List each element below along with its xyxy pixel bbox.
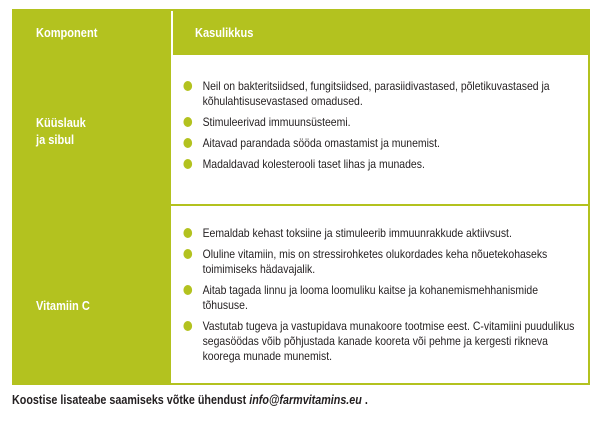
- benefit-item: [173, 157, 585, 172]
- benefit-item: [173, 79, 585, 109]
- footer-text: Koostise lisateabe saamiseks võtke ühendust: [12, 393, 247, 407]
- benefit-item: [173, 226, 585, 241]
- component-name-line: Küüslauk: [36, 115, 86, 130]
- benefit-cell: [173, 55, 588, 204]
- benefit-text: Aitab tagada linnu ja looma loomuliku kaitse ja kohanemismehhanismide tõhususe.: [202, 283, 539, 312]
- benefit-list: [173, 226, 588, 370]
- benefit-item: [173, 319, 585, 364]
- bullet-icon: [183, 81, 192, 91]
- benefit-text: Vastutab tugeva ja vastupidava munakoore tootmise eest. C-vitamiini puudulikus segasöödas võib põhjustada kanade kooreta või pehme ja kergesti rikneva koorega munade munemist.: [202, 319, 575, 363]
- benefit-text: Aitavad parandada sööda omastamist ja munemist.: [202, 136, 440, 150]
- bullet-icon: [183, 285, 192, 295]
- benefit-text: Madaldavad kolesterooli taset lihas ja munades.: [202, 157, 425, 171]
- benefit-item: [173, 283, 585, 313]
- contact-email-link[interactable]: info@farmvitamins.eu: [249, 393, 362, 407]
- component-name: [36, 297, 90, 314]
- bullet-icon: [183, 117, 192, 127]
- component-cell: [14, 206, 171, 383]
- benefit-text: Oluline vitamiin, mis on stressirohketes olukordades keha nõuetekohaseks toimimiseks hädavajalik.: [202, 247, 548, 276]
- bullet-icon: [183, 249, 192, 259]
- component-name-line: ja sibul: [36, 132, 75, 147]
- component-name-line: Vitamiin C: [36, 298, 90, 313]
- benefit-text: Eemaldab kehast toksiine ja stimuleerib immuunrakkude aktiivsust.: [202, 226, 512, 240]
- bullet-icon: [183, 228, 192, 238]
- component-cell: [14, 55, 171, 204]
- bullet-icon: [183, 321, 192, 331]
- column-header-benefit: Kasulikkus: [195, 25, 254, 40]
- bullet-icon: [183, 138, 192, 148]
- benefit-text: Neil on bakteritsiidsed, fungitsiidsed, parasiidivastased, põletikuvastased ja kõhulahtisusevastased omadused.: [202, 79, 550, 108]
- table-row: [14, 55, 588, 204]
- table-header: [14, 11, 588, 55]
- table-row: [14, 204, 588, 383]
- bullet-icon: [183, 159, 192, 169]
- benefit-item: [173, 247, 585, 277]
- benefit-cell: [173, 206, 588, 383]
- column-header-component: Komponent: [36, 25, 98, 40]
- footer-end: .: [361, 393, 368, 407]
- benefit-text: Stimuleerivad immuunsüsteemi.: [202, 115, 351, 129]
- benefit-item: [173, 136, 585, 151]
- benefit-list: [173, 79, 588, 178]
- contact-footer: [12, 393, 368, 407]
- header-divider: [171, 11, 173, 55]
- component-name: [36, 114, 86, 148]
- benefit-item: [173, 115, 585, 130]
- benefits-table: [12, 9, 590, 385]
